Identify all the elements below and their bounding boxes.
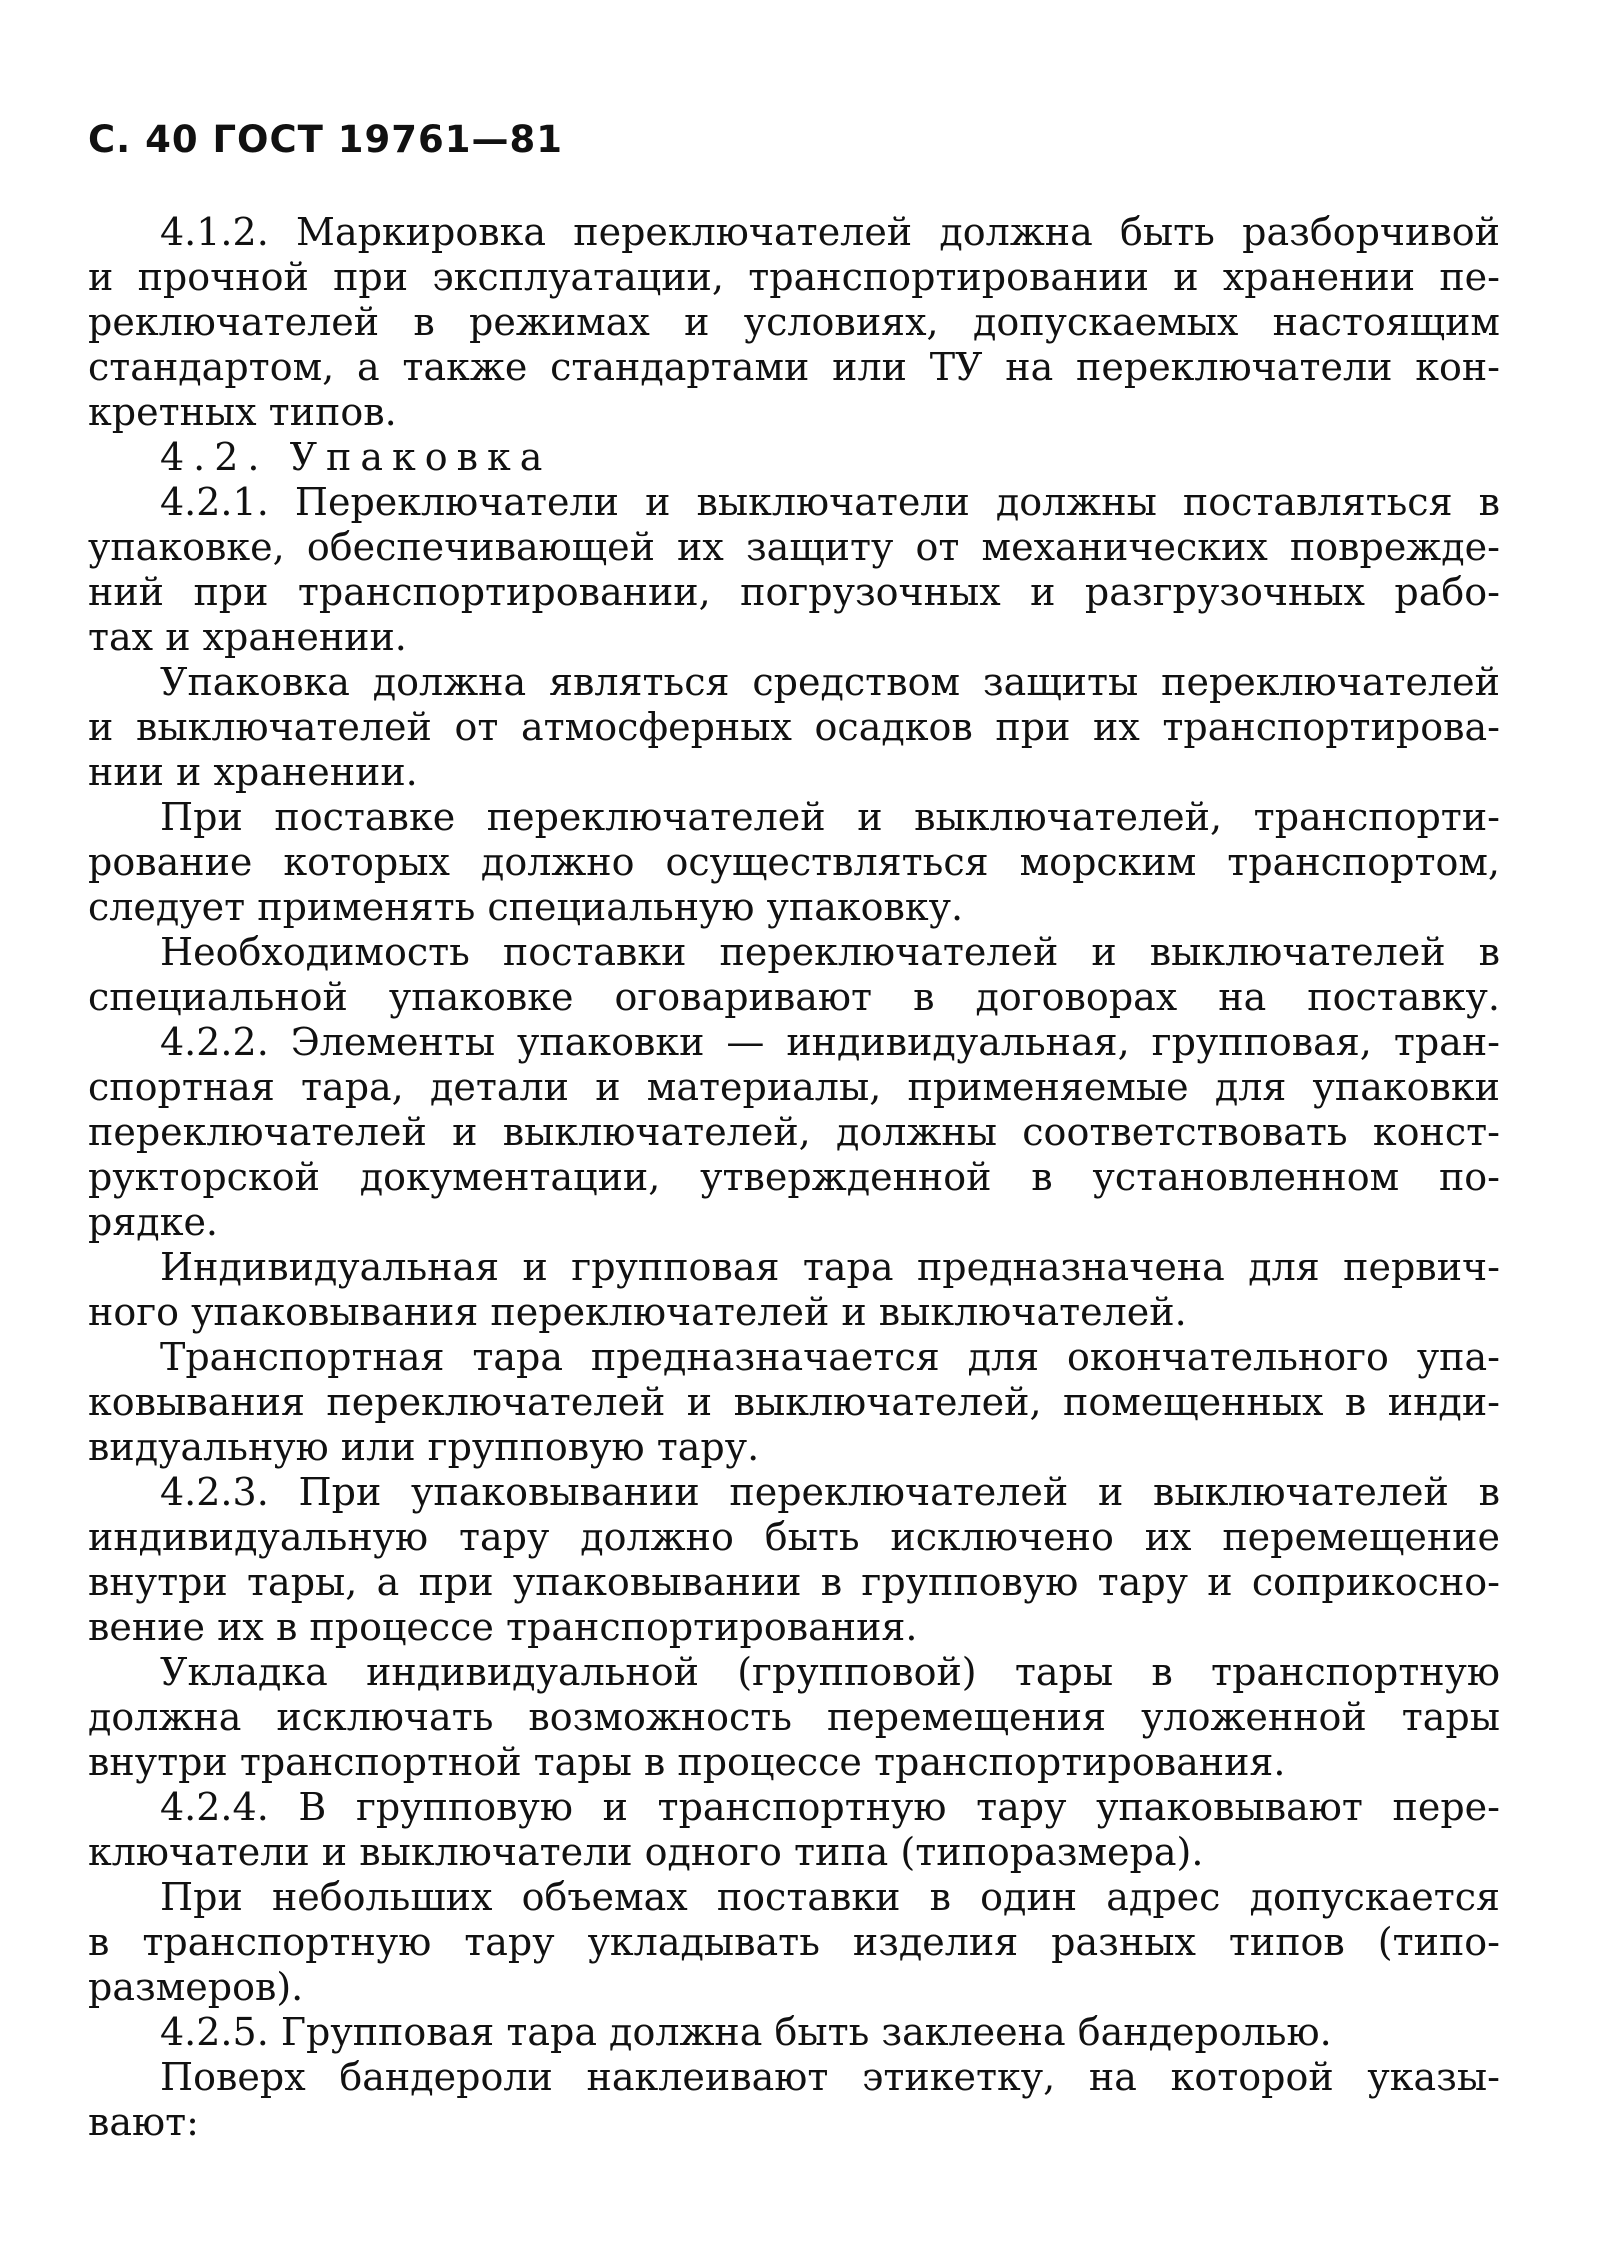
text-line: Поверх бандероли наклеивают этикетку, на которой указы- <box>160 2055 1500 2099</box>
text-line: 4.2.3. При упаковывании переключателей и выключателей в <box>160 1470 1500 1514</box>
section-heading: 4.2. Упаковка <box>160 435 552 479</box>
text-line: ключатели и выключатели одного типа (типоразмера). <box>88 1830 1204 1874</box>
text-line: 4.2.2. Элементы упаковки — индивидуальная, групповая, тран- <box>160 1020 1500 1064</box>
text-line: 4.1.2. Маркировка переключателей должна быть разборчивой <box>160 210 1500 254</box>
text-line: и выключателей от атмосферных осадков при их транспортирова- <box>88 705 1500 749</box>
text-line: индивидуальную тару должно быть исключено их перемещение <box>88 1515 1500 1559</box>
page-header: С. 40 ГОСТ 19761—81 <box>88 118 563 161</box>
text-line: 4.2.1. Переключатели и выключатели должны поставляться в <box>160 480 1500 524</box>
text-line: упаковке, обеспечивающей их защиту от механических поврежде- <box>88 525 1500 569</box>
text-line: в транспортную тару укладывать изделия разных типов (типо- <box>88 1920 1500 1964</box>
text-line: Укладка индивидуальной (групповой) тары в транспортную <box>160 1650 1500 1694</box>
text-line: внутри транспортной тары в процессе транспортирования. <box>88 1740 1286 1784</box>
text-line: спортная тара, детали и материалы, применяемые для упаковки <box>88 1065 1500 1109</box>
text-line: Упаковка должна являться средством защиты переключателей <box>160 660 1500 704</box>
text-line: размеров). <box>88 1965 304 2009</box>
text-line: При небольших объемах поставки в один адрес допускается <box>160 1875 1500 1919</box>
text-line: переключателей и выключателей, должны соответствовать конст- <box>88 1110 1500 1154</box>
text-line: кретных типов. <box>88 390 397 434</box>
text-line: рование которых должно осуществляться морским транспортом, <box>88 840 1500 884</box>
text-line: ного упаковывания переключателей и выключателей. <box>88 1290 1187 1334</box>
text-line: реключателей в режимах и условиях, допускаемых настоящим <box>88 300 1500 344</box>
text-line: должна исключать возможность перемещения уложенной тары <box>88 1695 1500 1739</box>
text-line: Необходимость поставки переключателей и выключателей в <box>160 930 1500 974</box>
text-line: видуальную или групповую тару. <box>88 1425 760 1469</box>
text-line: стандартом, а также стандартами или ТУ на переключатели кон- <box>88 345 1500 389</box>
text-line: При поставке переключателей и выключателей, транспорти- <box>160 795 1500 839</box>
text-line: рядке. <box>88 1200 219 1244</box>
text-line: вение их в процессе транспортирования. <box>88 1605 918 1649</box>
text-line: Индивидуальная и групповая тара предназначена для первич- <box>160 1245 1500 1289</box>
text-line: нии и хранении. <box>88 750 418 794</box>
text-line: ний при транспортировании, погрузочных и разгрузочных рабо- <box>88 570 1500 614</box>
text-line: 4.2.5. Групповая тара должна быть заклеена бандеролью. <box>160 2010 1332 2054</box>
text-line: ковывания переключателей и выключателей, помещенных в инди- <box>88 1380 1500 1424</box>
text-line: специальной упаковке оговаривают в договорах на поставку. <box>88 975 1500 1019</box>
text-line: 4.2.4. В групповую и транспортную тару упаковывают пере- <box>160 1785 1500 1829</box>
text-line: тах и хранении. <box>88 615 407 659</box>
text-line: вают: <box>88 2100 199 2144</box>
text-line: рукторской документации, утвержденной в установленном по- <box>88 1155 1500 1199</box>
text-line: внутри тары, а при упаковывании в групповую тару и соприкосно- <box>88 1560 1500 1604</box>
text-line: Транспортная тара предназначается для окончательного упа- <box>160 1335 1500 1379</box>
text-line: и прочной при эксплуатации, транспортировании и хранении пе- <box>88 255 1500 299</box>
text-line: следует применять специальную упаковку. <box>88 885 964 929</box>
